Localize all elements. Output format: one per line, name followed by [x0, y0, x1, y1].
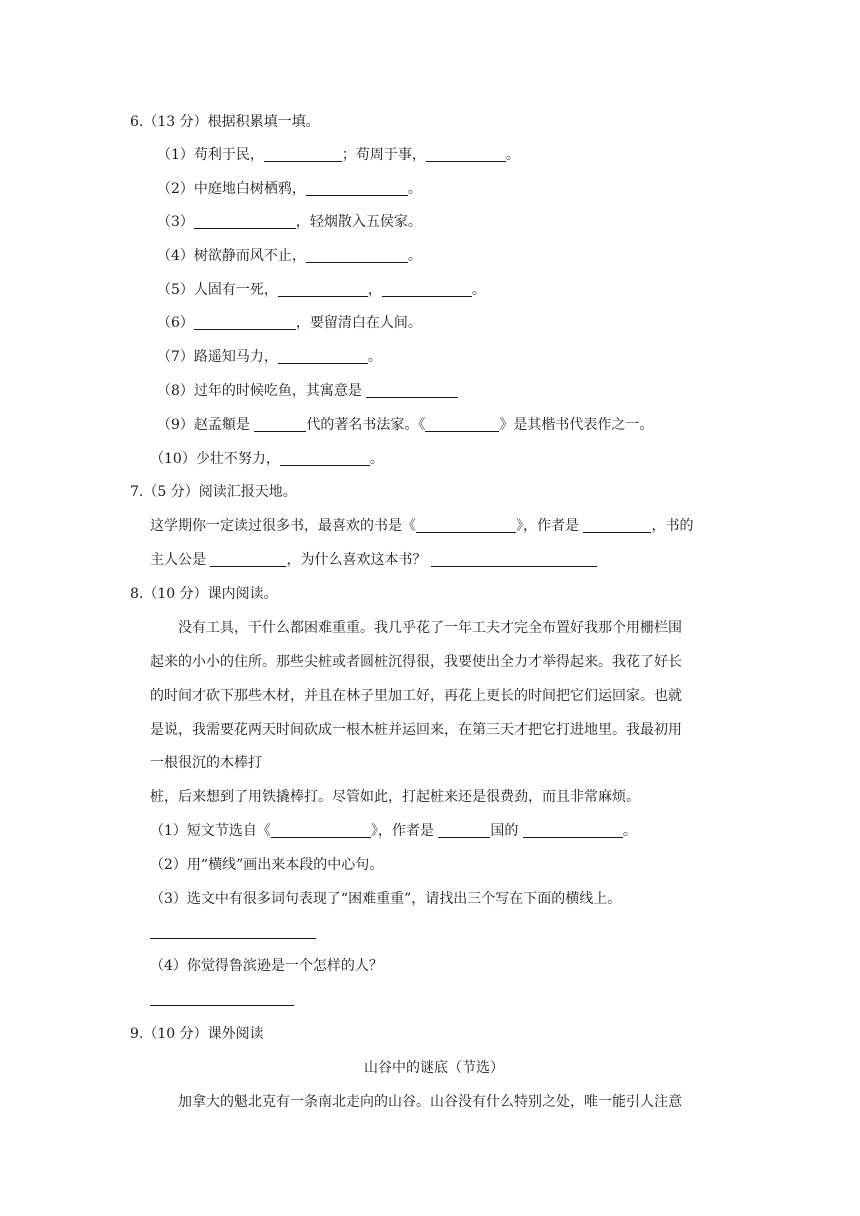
passage-line: 一根很沉的木棒打 — [150, 755, 262, 771]
q6-item-2: （2）中庭地白树栖鸦， 。 — [157, 181, 422, 197]
q8-sub-1: （1）短文节选自《 》，作者是 国的 。 — [150, 823, 637, 839]
passage-line: 没有工具，干什么都困难重重。我几乎花了一年工夫才完全布置好我那个用栅栏围 — [178, 620, 682, 636]
answer-blank[interactable] — [306, 179, 408, 196]
q9-title: 9.（10 分）课外阅读 — [130, 1026, 264, 1042]
q6-item-3: （3） ，轻烟散入五侯家。 — [157, 214, 422, 230]
answer-blank[interactable] — [306, 246, 408, 263]
answer-blank[interactable] — [438, 821, 490, 838]
answer-blank[interactable] — [278, 347, 368, 364]
answer-blank[interactable] — [583, 516, 651, 533]
q6-title: 6.（13 分）根据积累填一填。 — [130, 114, 320, 130]
answer-blank[interactable] — [278, 280, 368, 297]
answer-blank[interactable] — [264, 145, 342, 162]
answer-blank[interactable] — [194, 212, 296, 229]
q7-line-1: 这学期你一定读过很多书，最喜欢的书是《 》，作者是 ，书的 — [150, 518, 694, 534]
answer-blank[interactable] — [382, 280, 472, 297]
answer-blank[interactable] — [523, 821, 623, 838]
answer-blank[interactable] — [366, 381, 458, 398]
q8-sub-4: （4）你觉得鲁滨逊是一个怎样的人？ — [150, 958, 383, 974]
passage-line: 起来的小小的住所。那些尖桩或者圆桩沉得很，我要使出全力才举得起来。我花了好长 — [150, 654, 682, 670]
q6-item-9: （9）赵孟頫是 代的著名书法家。《 》是其楷书代表作之一。 — [157, 417, 654, 433]
q7-line-2: 主人公是 ，为什么喜欢这本书？ — [150, 550, 597, 570]
q6-item-7: （7）路遥知马力， 。 — [157, 349, 382, 365]
q6-item-4: （4）树欲静而风不止， 。 — [157, 248, 422, 264]
q6-item-8: （8）过年的时候吃鱼，其寓意是 — [157, 381, 458, 401]
answer-blank[interactable] — [425, 415, 499, 432]
passage-line: 是说，我需要花两天时间砍成一根木桩并运回来，在第三天才把它打进地里。我最初用 — [150, 722, 682, 738]
passage-line: 的时间才砍下那些木材，并且在林子里加工好，再花上更长的时间把它们运回家。也就 — [150, 688, 682, 704]
q6-item-5: （5）人固有一死， ， 。 — [157, 282, 486, 298]
article-title: 山谷中的谜底（节选） — [364, 1060, 504, 1076]
answer-blank[interactable] — [416, 516, 516, 533]
q8-sub-3: （3）选文中有很多词句表现了“困难重重”，请找出三个写在下面的横线上。 — [150, 891, 622, 907]
q8-title: 8.（10 分）课内阅读。 — [130, 586, 278, 602]
answer-line[interactable] — [150, 938, 316, 939]
answer-blank[interactable] — [194, 313, 296, 330]
passage-line: 桩，后来想到了用铁撬棒打。尽管如此，打起桩来还是很费劲，而且非常麻烦。 — [150, 789, 640, 805]
q8-sub-2: （2）用“横线”画出来本段的中心句。 — [150, 857, 384, 873]
q6-item-6: （6） ，要留清白在人间。 — [157, 315, 422, 331]
q6-item-1: （1）苟利于民， ；苟周于事， 。 — [157, 147, 520, 163]
q7-title: 7.（5 分）阅读汇报天地。 — [130, 484, 297, 500]
answer-blank[interactable] — [431, 550, 597, 567]
answer-blank[interactable] — [210, 550, 286, 567]
answer-blank[interactable] — [254, 415, 306, 432]
answer-blank[interactable] — [280, 449, 370, 466]
answer-blank[interactable] — [271, 821, 371, 838]
answer-line[interactable] — [150, 1005, 294, 1006]
passage-line: 加拿大的魁北克有一条南北走向的山谷。山谷没有什么特别之处，唯一能引人注意 — [178, 1094, 682, 1110]
q6-item-10: （10）少壮不努力， 。 — [150, 451, 384, 467]
answer-blank[interactable] — [426, 145, 506, 162]
